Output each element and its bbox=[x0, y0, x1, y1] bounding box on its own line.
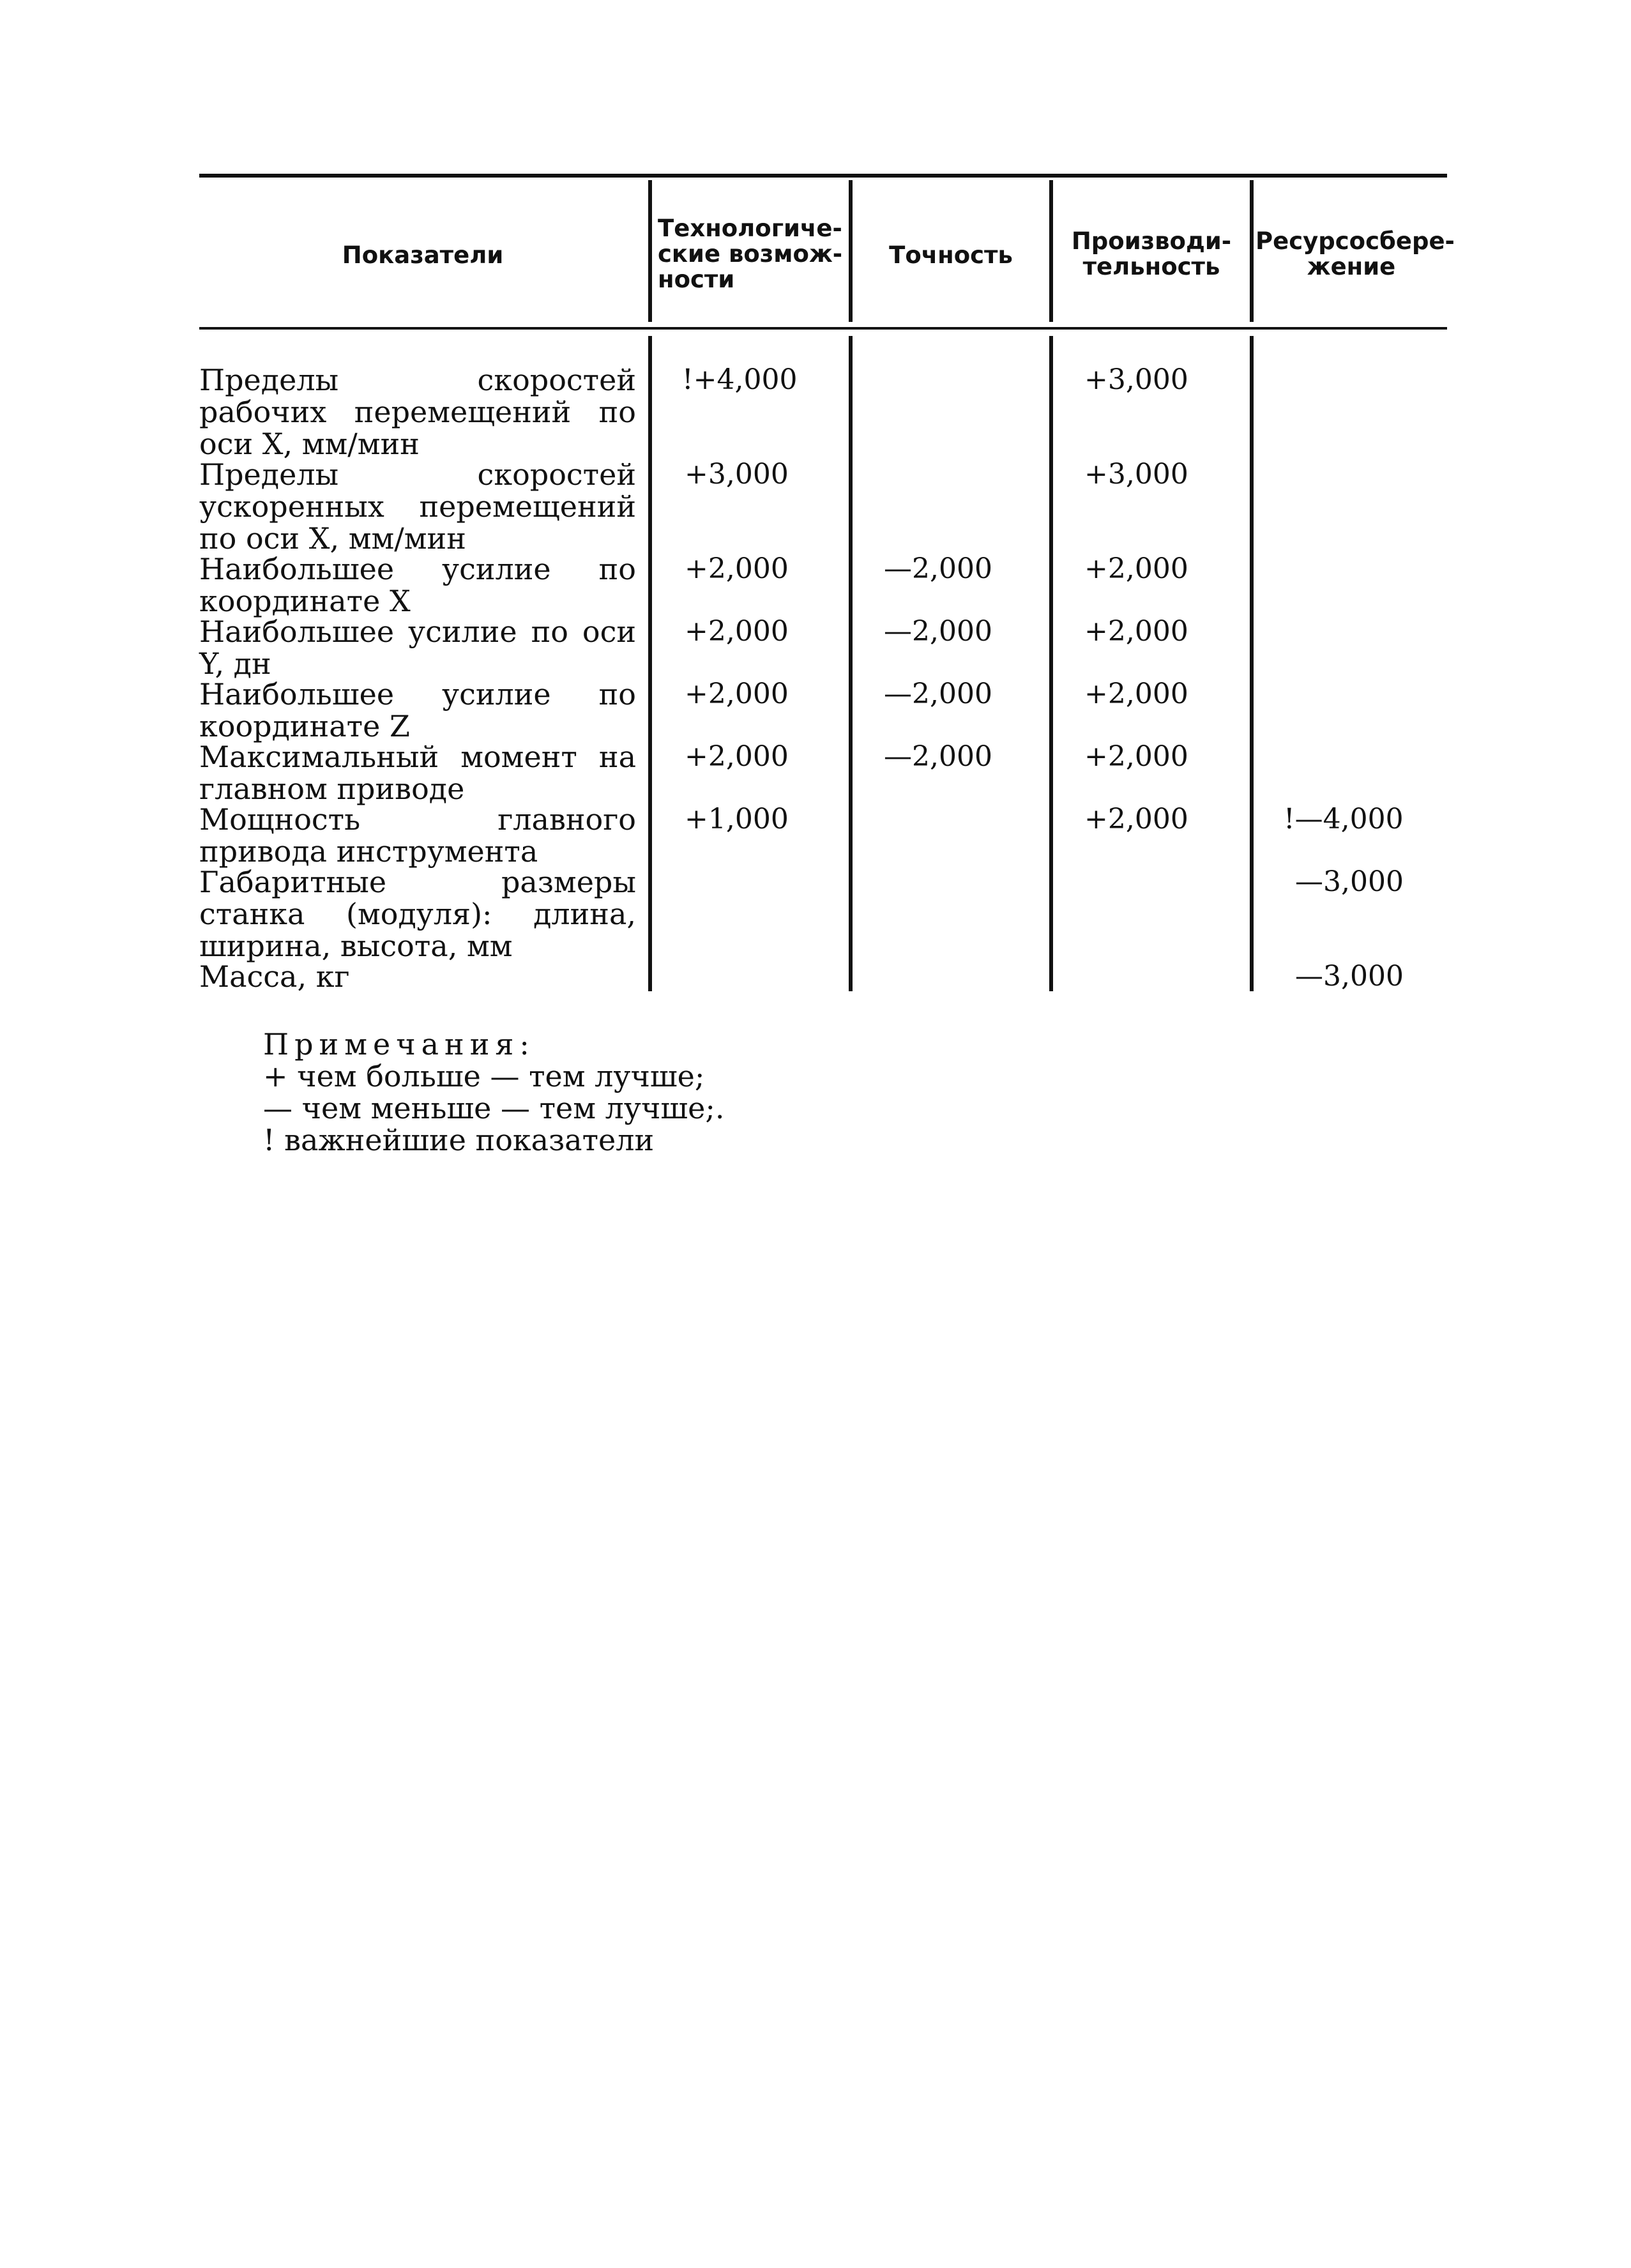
row-label: Наибольшее усилие по координате X bbox=[199, 552, 636, 618]
cell-tech: +3,000 bbox=[685, 458, 789, 491]
cell-productivity: +2,000 bbox=[1084, 678, 1188, 710]
cell-tech: +2,000 bbox=[685, 678, 789, 710]
cell-productivity: +2,000 bbox=[1084, 615, 1188, 648]
notes-title: Примечания: bbox=[263, 1027, 535, 1062]
cell-accuracy: —2,000 bbox=[884, 740, 992, 773]
cell-tech: +1,000 bbox=[685, 803, 789, 835]
note-line: + чем больше — тем лучше; bbox=[263, 1059, 705, 1093]
column-separator bbox=[1049, 336, 1053, 991]
notes-block bbox=[263, 1028, 724, 1156]
cell-productivity: +2,000 bbox=[1084, 803, 1188, 835]
cell-resource-saving: —3,000 bbox=[1295, 960, 1404, 993]
table-top-rule bbox=[199, 174, 1447, 178]
column-separator bbox=[648, 336, 652, 991]
column-separator bbox=[1250, 336, 1254, 991]
cell-tech: +2,000 bbox=[685, 615, 789, 648]
header-productivity: Производи- тельность bbox=[1071, 227, 1232, 280]
cell-accuracy: —2,000 bbox=[884, 615, 992, 648]
cell-tech: +2,000 bbox=[685, 740, 789, 773]
cell-productivity: +3,000 bbox=[1084, 363, 1188, 396]
header-bottom-rule bbox=[199, 327, 1447, 330]
note-line: ! важнейшие показатели bbox=[263, 1123, 655, 1157]
cell-productivity: +3,000 bbox=[1084, 458, 1188, 491]
cell-productivity: +2,000 bbox=[1084, 552, 1188, 585]
cell-tech: !+4,000 bbox=[682, 363, 798, 396]
header-separator bbox=[648, 180, 652, 322]
cell-resource-saving: !—4,000 bbox=[1284, 803, 1404, 835]
header-separator bbox=[1049, 180, 1053, 322]
row-label: Пределы скоростей рабочих перемещений по оси X, мм/мин bbox=[199, 363, 636, 461]
row-label: Пределы скоростей ускоренных перемещений по оси X, мм/мин bbox=[199, 457, 636, 556]
cell-accuracy: —2,000 bbox=[884, 678, 992, 710]
row-label: Мощность главного привода инструмента bbox=[199, 802, 636, 869]
header-indicators: Показатели bbox=[342, 241, 504, 269]
row-label: Габаритные размеры станка (модуля): длина, ширина, высота, мм bbox=[199, 865, 636, 963]
row-label: Наибольшее усилие по координате Z bbox=[199, 677, 636, 743]
note-line: — чем меньше — тем лучше;. bbox=[263, 1091, 725, 1125]
row-label: Масса, кг bbox=[199, 959, 350, 994]
column-separator bbox=[849, 336, 853, 991]
header-separator bbox=[1250, 180, 1254, 322]
row-label: Наибольшее усилие по оси Y, дн bbox=[199, 614, 636, 681]
cell-tech: +2,000 bbox=[685, 552, 789, 585]
header-accuracy: Точность bbox=[889, 241, 1013, 269]
header-tech-capabilities: Технологиче- ские возмож- ности bbox=[658, 215, 843, 293]
header-resource-saving: Ресурсосбере- жение bbox=[1255, 227, 1455, 280]
cell-resource-saving: —3,000 bbox=[1295, 865, 1404, 898]
row-label: Максимальный момент на главном приводе bbox=[199, 740, 636, 806]
cell-productivity: +2,000 bbox=[1084, 740, 1188, 773]
cell-accuracy: —2,000 bbox=[884, 552, 992, 585]
